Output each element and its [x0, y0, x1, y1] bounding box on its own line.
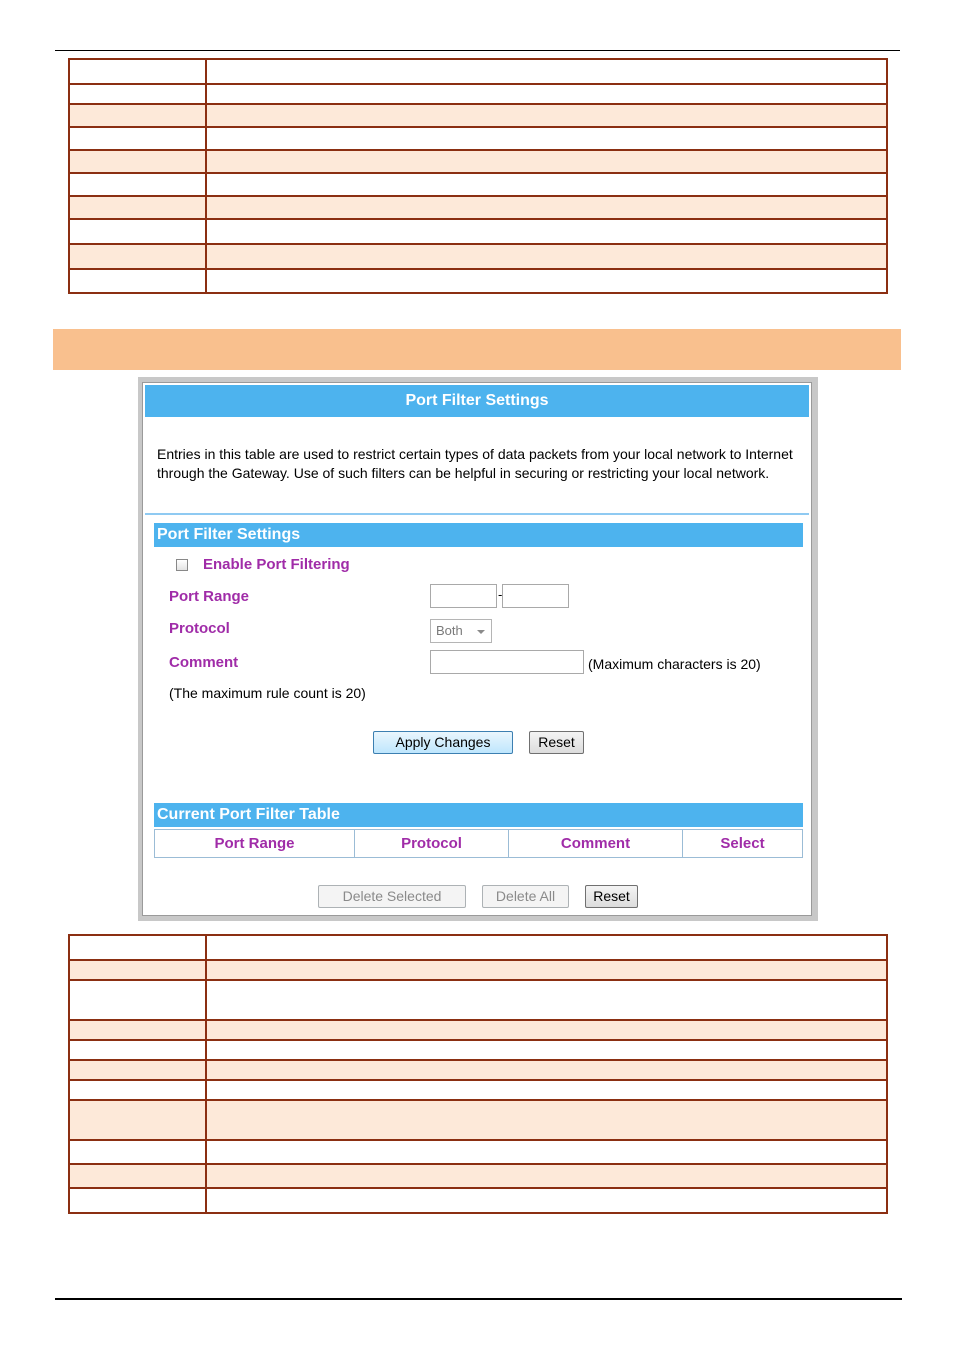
delete-all-button[interactable]: Delete All [482, 885, 569, 908]
filter-table-section-title: Current Port Filter Table [154, 803, 803, 827]
apply-changes-button[interactable]: Apply Changes [373, 731, 513, 754]
port-filter-screenshot [142, 382, 812, 916]
intro-divider [145, 513, 809, 515]
parameter-table-top [68, 58, 888, 294]
header-rule [55, 50, 900, 51]
footer-rule [55, 1298, 902, 1300]
table-row [69, 1020, 887, 1040]
delete-selected-button[interactable]: Delete Selected [318, 885, 466, 908]
table-header-row [155, 830, 803, 858]
table-row [69, 980, 887, 1020]
column-header-comment: Comment [509, 830, 683, 858]
table-row [69, 1040, 887, 1060]
page-title: Port Filter Settings [145, 385, 809, 417]
port-range-separator: - [498, 587, 503, 602]
port-filter-table [154, 829, 803, 858]
port-range-start-input[interactable] [430, 584, 497, 608]
table-row [69, 1140, 887, 1164]
table-row [69, 1188, 887, 1213]
comment-input[interactable] [430, 650, 584, 674]
protocol-selected-value: Both [436, 623, 463, 638]
table-row [69, 269, 887, 293]
table-row [69, 219, 887, 244]
table-row [69, 244, 887, 269]
comment-label: Comment [169, 654, 239, 671]
table-reset-button[interactable]: Reset [585, 885, 638, 908]
port-range-end-input[interactable] [502, 584, 569, 608]
chevron-down-icon [477, 630, 485, 634]
settings-section-title: Port Filter Settings [154, 523, 803, 547]
section-heading-band [53, 329, 901, 370]
comment-hint: (Maximum characters is 20) [588, 656, 761, 672]
table-row [69, 150, 887, 173]
reset-button[interactable]: Reset [529, 731, 584, 754]
table-row [69, 1100, 887, 1140]
column-header-port-range: Port Range [155, 830, 355, 858]
table-row [69, 104, 887, 127]
table-row [69, 1164, 887, 1188]
port-range-label: Port Range [169, 588, 250, 605]
enable-port-filtering-label: Enable Port Filtering [203, 556, 350, 573]
table-row [69, 935, 887, 960]
table-row [69, 59, 887, 84]
table-row [69, 960, 887, 980]
table-row [69, 173, 887, 196]
protocol-select[interactable] [430, 619, 492, 643]
protocol-label: Protocol [169, 620, 230, 637]
column-header-select: Select [683, 830, 803, 858]
table-row [69, 1060, 887, 1080]
table-row [69, 127, 887, 150]
enable-port-filtering-checkbox[interactable] [176, 559, 188, 571]
parameter-table-bottom [68, 934, 888, 1214]
column-header-protocol: Protocol [355, 830, 509, 858]
table-row [69, 1080, 887, 1100]
rule-count-note: (The maximum rule count is 20) [169, 685, 366, 701]
table-row [69, 84, 887, 104]
intro-text: Entries in this table are used to restrict certain types of data packets from your local network to Internet through the Gateway. Use of such filters can be helpful in securing or restricting your local network. [157, 446, 793, 481]
table-row [69, 196, 887, 219]
